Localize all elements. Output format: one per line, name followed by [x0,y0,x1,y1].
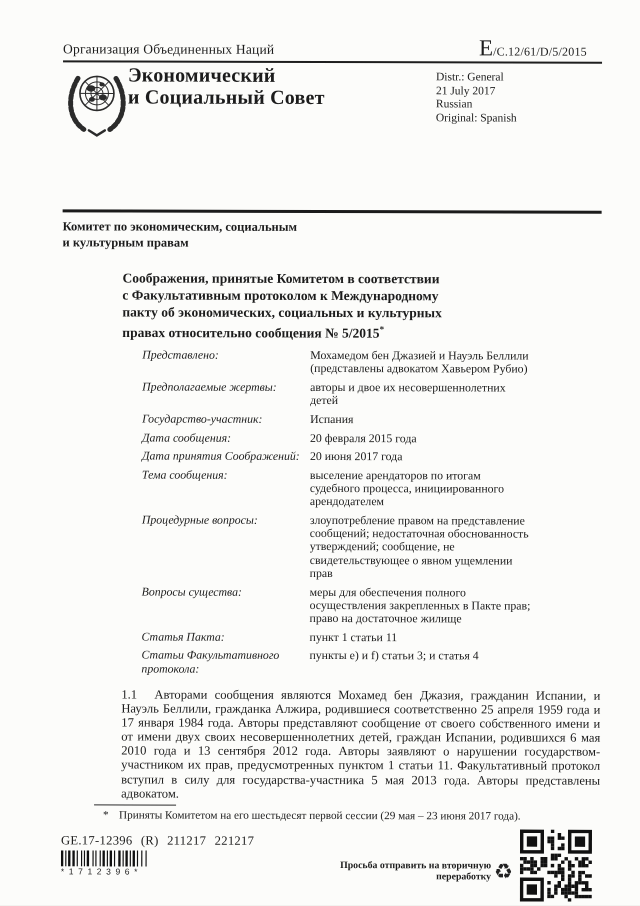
un-org-name: Организация Объединенных Наций [63,41,274,58]
case-row-label: Вопросы существа: [142,585,310,625]
recycle-note-line [287,860,513,883]
case-info-table [141,349,552,677]
distr-line: Original: Spanish [436,112,517,126]
case-row-value: 20 февраля 2015 года [310,431,532,445]
title-line: пакту об экономических, социальных и культурных [122,303,542,321]
case-row-label: Тема сообщения: [142,468,310,508]
committee-name-line1: Комитет по экономическим, социальным [63,219,297,235]
un-emblem-icon [65,66,129,138]
case-row-value: злоупотребление правом на представление сообщений; недостаточная обоснованность утверждений; сообщение, не свидетельствующее о явном ущемлении прав [310,514,532,581]
recycle-note-text: Просьба отправить на вторичную переработку [287,860,491,883]
footnote-text: Приняты Комитетом на его шестьдесят первой сессии (29 мая – 23 июня 2017 года). [119,809,521,822]
qr-code [520,830,592,902]
case-row-value: 20 июня 2017 года [310,450,532,464]
distr-line: Distr.: General [436,71,517,85]
case-row-value: Мохамедом бен Джазией и Науэль Беллили (представлены адвокатом Хавьером Рубио) [310,349,532,376]
case-row-label: Статьи Факультативного протокола: [141,649,309,676]
ge-document-number: GE.17-12396 (R) 211217 221217 [61,833,254,849]
case-row-value: Испания [310,413,532,427]
footnote-rule [94,804,176,805]
case-row-label: Дата сообщения: [142,431,310,445]
barcode [61,850,147,866]
title-line: с Факультативным протоколом к Международному [122,286,542,304]
council-title [128,64,325,109]
header-rule-thick [63,209,602,213]
document-title [122,269,542,342]
barcode-text: *1712396* [61,866,153,876]
case-row-value: пункты e) и f) статьи 3; и статья 4 [309,649,531,676]
document-symbol [479,36,605,60]
case-row-label: Статья Пакта: [141,630,309,644]
distribution-block [436,71,517,126]
case-row-value: меры для обеспечения полного осуществления закрепленных в Пакте прав; право на достаточное жилище [310,586,532,626]
committee-name-line2: и культурным правам [63,235,297,251]
committee-name [63,219,298,251]
paragraph-text: Авторами сообщения являются Мохамед бен Джазия, гражданин Испании, и Науэль Беллили, гражданка Алжира, родившиеся соответственно 25 апреля 1959 года и 17 января 1984 года. Авторы представляют сообщение от своего собственного имени и от имени двух своих несовершеннолетних детей, граждан Испании, родившихся 6 мая 2010 года и 13 сентября 2012 года. Авторы заявляют о нарушении государством-участником их прав, предусмотренных пунктом 1 статьи 11. Факультативный протокол вступил в силу для государства-участника 5 мая 2013 года. Авторы представлены адвокатом. [121,688,600,801]
footnote-marker: * [103,809,119,822]
case-row-label: Предполагаемые жертвы: [142,380,310,407]
case-row-value: авторы и двое их несовершеннолетних детей [310,381,532,408]
title-footnote-marker: * [380,324,385,334]
document-symbol-number: /C.12/61/D/5/2015 [493,44,587,58]
case-row-label: Государство-участник: [142,412,310,426]
case-row-value: пункт 1 статьи 11 [309,631,531,645]
footnote [103,809,573,823]
case-row-value: выселение арендаторов по итогам судебного процесса, инициированного арендодателем [310,469,532,509]
case-row-label: Процедурные вопросы: [142,514,310,580]
header-rule-thin [63,60,602,63]
distr-line: Russian [436,98,517,112]
council-title-line2: и Социальный Совет [128,86,325,109]
body-paragraph [121,687,600,801]
title-line: правах относительно сообщения № 5/2015* [122,320,542,342]
title-line: Соображения, принятые Комитетом в соответствии [122,269,542,287]
paragraph-number: 1.1 [121,687,154,701]
document-symbol-series: E [479,35,493,60]
case-row-label: Дата принятия Соображений: [142,450,310,464]
distr-line: 21 July 2017 [436,85,517,99]
council-title-line1: Экономический [128,64,325,87]
recycle-icon: ♻ [494,861,513,882]
case-row-label: Представлено: [142,349,310,376]
